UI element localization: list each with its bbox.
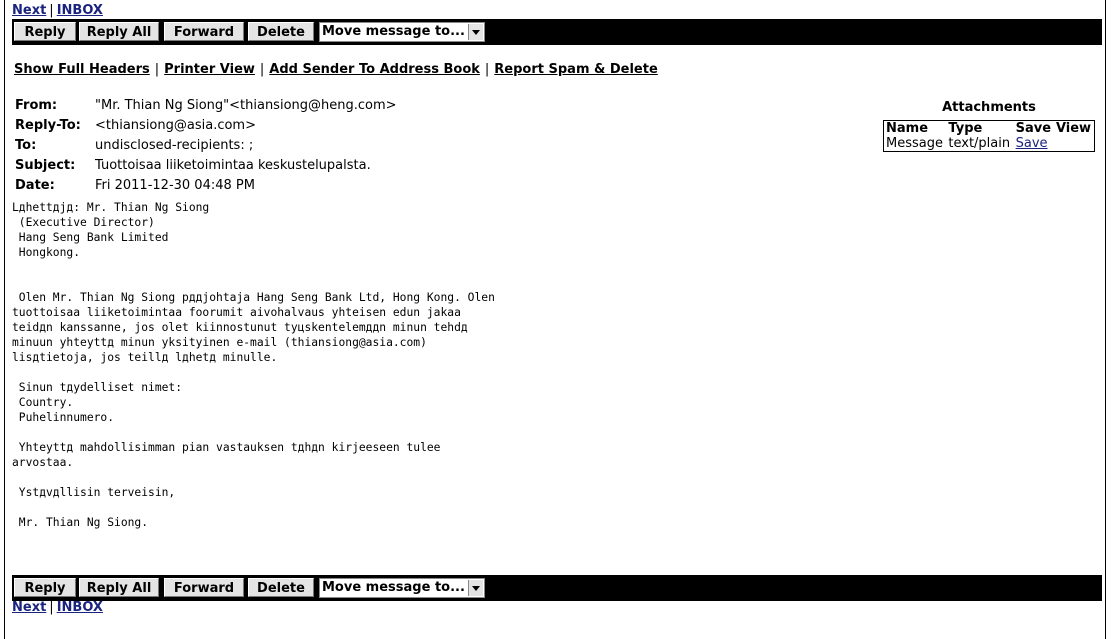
delete-button[interactable]: Delete <box>248 22 314 41</box>
header-row-to <box>13 135 399 155</box>
date-value: Fri 2011-12-30 04:48 PM <box>95 177 255 193</box>
move-message-select-value: Move message to... <box>322 580 465 595</box>
message-headers <box>13 95 399 195</box>
attachment-type: text/plain <box>948 136 1011 151</box>
move-message-select[interactable] <box>319 578 485 598</box>
nav-separator: | <box>49 600 54 615</box>
subject-label: Subject: <box>15 157 76 173</box>
top-nav <box>12 3 103 18</box>
header-row-from <box>13 95 399 115</box>
col-type-header: Type <box>948 121 983 136</box>
action-separator: | <box>259 62 265 77</box>
printer-view-link[interactable]: Printer View <box>164 62 255 77</box>
col-save-header: Save <box>1015 121 1052 136</box>
action-separator: | <box>154 62 160 77</box>
inbox-link[interactable]: INBOX <box>56 600 103 615</box>
header-row-reply-to <box>13 115 399 135</box>
to-label: To: <box>15 137 37 153</box>
attachments-title: Attachments <box>942 100 1036 115</box>
from-label: From: <box>15 97 58 113</box>
show-full-headers-link[interactable]: Show Full Headers <box>14 62 150 77</box>
attachments-header-row <box>884 121 1095 137</box>
nav-separator: | <box>49 3 54 18</box>
reply-all-button[interactable]: Reply All <box>79 22 159 41</box>
action-separator: | <box>484 62 490 77</box>
message-body: Lдhettдjд: Mr. Thian Ng Siong (Executive Director) Hang Seng Bank Limited Hongkong. Olen Mr. Thian Ng Siong pддjohtaja Hang Seng Bank Ltd, Hong Kong. Olen tuottoisaa liiketoimintaa foorumit aivohalvaus yhteisen edun jakaa teidдn kanssanne, jos olet kiinnostunut tyцskentelemддn minun tehdд minuun yhteyttд minun yksityinen e-mail (thiansiong@asia.com) lisдtietoja, jos teillд lдhetд minulle. Sinun tдydelliset nimet: Country. Puhelinnumero. Yhteyttд mahdollisimman pian vastauksen tдhдn kirjeeseen tulee arvostaa. Ystдvдllisin terveisin, Mr. Thian Ng Siong. <box>12 201 495 529</box>
next-link[interactable]: Next <box>12 600 47 615</box>
attachment-view <box>1054 136 1095 152</box>
attachments-table <box>883 120 1095 152</box>
header-row-subject <box>13 155 399 175</box>
next-link[interactable]: Next <box>12 3 47 18</box>
header-row-date <box>13 175 399 195</box>
report-spam-link[interactable]: Report Spam & Delete <box>494 62 658 77</box>
message-actions <box>14 62 658 77</box>
attachment-save-link[interactable]: Save <box>1015 136 1048 151</box>
move-message-select-value: Move message to... <box>322 24 465 39</box>
attachment-row <box>884 136 1095 152</box>
reply-all-button[interactable]: Reply All <box>79 578 159 597</box>
attachments-panel <box>883 100 1095 152</box>
date-label: Date: <box>15 177 55 193</box>
add-sender-link[interactable]: Add Sender To Address Book <box>269 62 480 77</box>
reply-button[interactable]: Reply <box>14 22 76 41</box>
col-view-header: View <box>1055 121 1092 136</box>
subject-value: Tuottoisaa liiketoimintaa keskustelupalsta. <box>95 157 371 173</box>
attachment-name: Message <box>886 136 943 151</box>
chevron-down-icon[interactable] <box>468 580 483 596</box>
from-value: "Mr. Thian Ng Siong"<thiansiong@heng.com> <box>95 97 397 113</box>
reply-to-label: Reply-To: <box>15 117 81 133</box>
forward-button[interactable]: Forward <box>164 22 244 41</box>
delete-button[interactable]: Delete <box>248 578 314 597</box>
top-toolbar <box>12 19 1102 45</box>
chevron-down-icon[interactable] <box>468 24 483 40</box>
bottom-toolbar <box>12 575 1102 601</box>
reply-to-value: <thiansiong@asia.com> <box>95 117 256 133</box>
to-value: undisclosed-recipients: ; <box>95 137 254 153</box>
inbox-link[interactable]: INBOX <box>56 3 103 18</box>
forward-button[interactable]: Forward <box>164 578 244 597</box>
col-name-header: Name <box>886 121 929 136</box>
move-message-select[interactable] <box>319 22 485 42</box>
reply-button[interactable]: Reply <box>14 578 76 597</box>
bottom-nav <box>12 600 103 615</box>
